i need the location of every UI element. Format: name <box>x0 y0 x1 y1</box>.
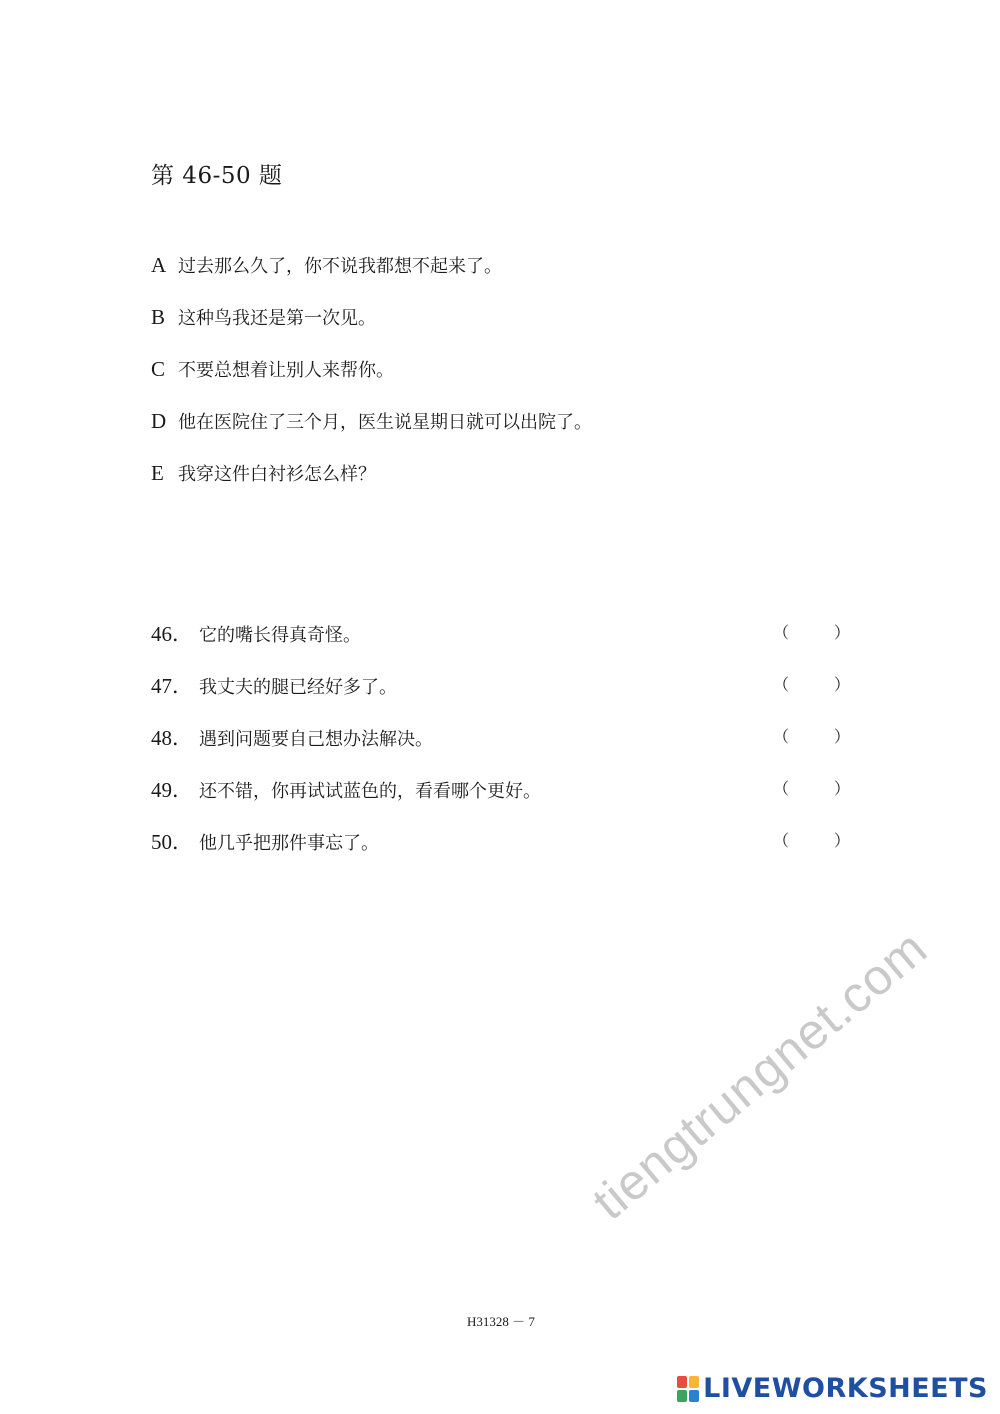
option-letter: A <box>151 253 167 277</box>
question-number: 46． <box>151 622 193 646</box>
answer-paren-open[interactable]: （ <box>773 779 790 798</box>
question-item <box>151 722 851 774</box>
answer-paren-close[interactable]: ） <box>834 779 851 798</box>
option-text: 他在医院住了三个月，医生说星期日就可以出院了。 <box>178 412 592 433</box>
question-item <box>151 774 851 826</box>
question-item <box>151 826 851 878</box>
option-letter: D <box>151 409 167 433</box>
question-list <box>151 618 851 878</box>
brand-name: LIVEWORKSHEETS <box>703 1373 988 1404</box>
logo-tile <box>689 1376 699 1388</box>
answer-paren-close[interactable]: ） <box>834 675 851 694</box>
answer-paren-close[interactable]: ） <box>834 727 851 746</box>
option-item <box>151 460 911 512</box>
brand-logo[interactable] <box>677 1373 988 1404</box>
answer-paren-close[interactable]: ） <box>834 623 851 642</box>
option-text: 不要总想着让别人来帮你。 <box>178 360 394 381</box>
question-text: 他几乎把那件事忘了。 <box>199 833 379 854</box>
section-title: 第 46-50 题 <box>151 163 283 189</box>
liveworksheets-logo-icon <box>677 1376 699 1402</box>
question-number: 48． <box>151 726 193 750</box>
answer-paren-open[interactable]: （ <box>773 675 790 694</box>
question-text: 它的嘴长得真奇怪。 <box>199 625 361 646</box>
option-item <box>151 356 911 408</box>
page-footer-code: H31328 － 7 <box>467 1314 535 1329</box>
answer-paren-open[interactable]: （ <box>773 727 790 746</box>
question-item <box>151 670 851 722</box>
option-letter: C <box>151 357 166 381</box>
option-item <box>151 252 911 304</box>
question-text: 遇到问题要自己想办法解决。 <box>199 729 433 750</box>
option-list <box>151 252 911 512</box>
answer-paren-close[interactable]: ） <box>834 831 851 850</box>
logo-tile <box>677 1376 687 1388</box>
option-text: 过去那么久了，你不说我都想不起来了。 <box>178 256 502 277</box>
question-number: 47． <box>151 674 193 698</box>
option-letter: E <box>151 461 164 485</box>
question-number: 49． <box>151 778 193 802</box>
watermark: tiengtrungnet.com <box>582 919 938 1231</box>
logo-tile <box>677 1390 687 1402</box>
option-text: 这种鸟我还是第一次见。 <box>178 308 376 329</box>
question-text: 我丈夫的腿已经好多了。 <box>199 677 397 698</box>
answer-paren-open[interactable]: （ <box>773 831 790 850</box>
question-number: 50． <box>151 830 193 854</box>
question-text: 还不错，你再试试蓝色的，看看哪个更好。 <box>199 781 541 802</box>
answer-paren-open[interactable]: （ <box>773 623 790 642</box>
option-letter: B <box>151 305 166 329</box>
option-item <box>151 304 911 356</box>
question-item <box>151 618 851 670</box>
option-item <box>151 408 911 460</box>
option-text: 我穿这件白衬衫怎么样？ <box>178 464 376 485</box>
logo-tile <box>689 1390 699 1402</box>
